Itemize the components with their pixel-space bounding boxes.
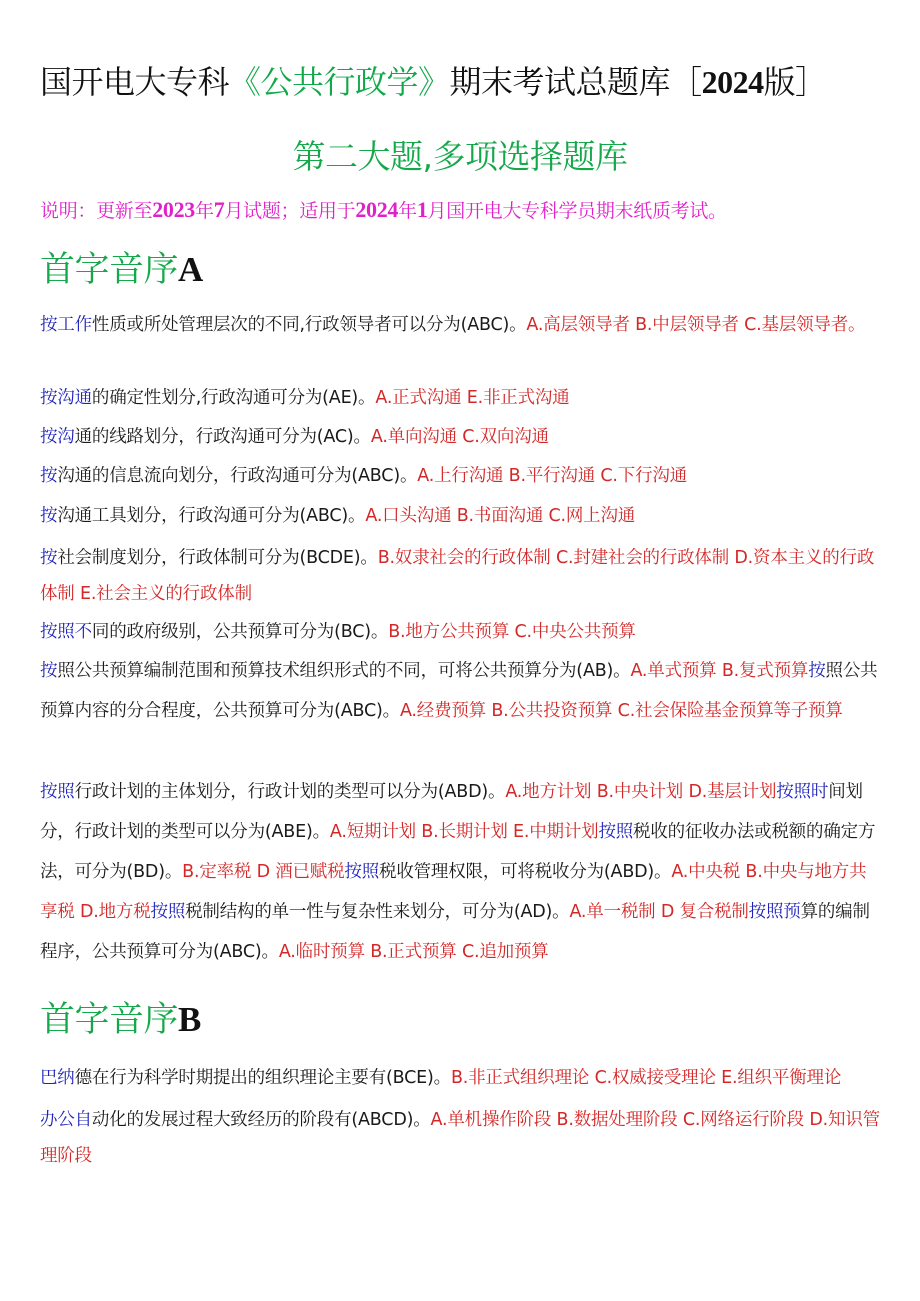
question-paragraph: 按沟通的确定性划分,行政沟通可分为(AE)。A.正式沟通 E.非正式沟通 [40, 388, 570, 408]
question-paragraph: 按照不同的政府级别，公共预算可分为(BC)。B.地方公共预算 C.中央公共预算 [40, 622, 636, 642]
question-paragraph: 按社会制度划分，行政体制可分为(BCDE)。B.奴隶社会的行政体制 C.封建社会的行政体制 D.资本主义的行政体制 E.社会主义的行政体制 [40, 548, 875, 604]
group-heading-b: 首字音序B [40, 1000, 201, 1040]
question-paragraph: 按沟通的线路划分，行政沟通可分为(AC)。A.单向沟通 C.双向沟通 [40, 427, 549, 447]
question-paragraph: 按照行政计划的主体划分，行政计划的类型可以分为(ABD)。A.地方计划 B.中央计划 D.基层计划按照时间划分，行政计划的类型可以分为(ABE)。A.短期计划 B.长期计划 E.中期计划按照税收的征收办法或税额的确定方法，可分为(BD)。B.定率税 D 酒已赋税按照税收管理权限，可将税收分为(ABD)。A.中央税 B.中央与地方共享税 D.地方税按照税制结构的单一性与复杂性来划分，可分为(AD)。A.单一税制 D 复合税制按照预算的编制程序，公共预算可分为(ABC)。A.临时预算 B.正式预算 C.追加预算 [40, 782, 876, 962]
document-note: 说明：更新至2023年7月试题；适用于2024年1月国开电大专科学员期末纸质考试。 [40, 197, 727, 222]
question-paragraph: 按照公共预算编制范围和预算技术组织形式的不同，可将公共预算分为(AB)。A.单式预算 B.复式预算按照公共预算内容的分合程度，公共预算可分为(ABC)。A.经费预算 B.公共投资预算 C.社会保险基金预算等子预算 [40, 661, 878, 721]
title-book-name: 《公共行政学》 [229, 63, 450, 101]
question-paragraph: 按工作性质或所处管理层次的不同,行政领导者可以分为(ABC)。A.高层领导者 B.中层领导者 C.基层领导者。 [40, 315, 866, 335]
question-paragraph: 按沟通的信息流向划分，行政沟通可分为(ABC)。A.上行沟通 B.平行沟通 C.下行沟通 [40, 466, 687, 486]
title-suffix: 期末考试总题库 [449, 63, 671, 101]
title-edition-word: 版 [763, 63, 796, 101]
question-paragraph: 巴纳德在行为科学时期提出的组织理论主要有(BCE)。B.非正式组织理论 C.权威接受理论 E.组织平衡理论 [40, 1068, 842, 1088]
title-edition-year: 2024 [701, 64, 764, 100]
title-prefix: 国开电大专科 [40, 63, 230, 101]
question-paragraph: 按沟通工具划分，行政沟通可分为(ABC)。A.口头沟通 B.书面沟通 C.网上沟通 [40, 506, 636, 526]
question-paragraph: 办公自动化的发展过程大致经历的阶段有(ABCD)。A.单机操作阶段 B.数据处理阶段 C.网络运行阶段 D.知识管理阶段 [40, 1110, 880, 1166]
title-bracket-close: ］ [795, 63, 827, 101]
section-title: 第二大题,多项选择题库 [292, 137, 628, 176]
title-bracket-open: ［ [670, 63, 702, 101]
document-title [40, 62, 910, 102]
group-heading-a: 首字音序A [40, 250, 203, 290]
